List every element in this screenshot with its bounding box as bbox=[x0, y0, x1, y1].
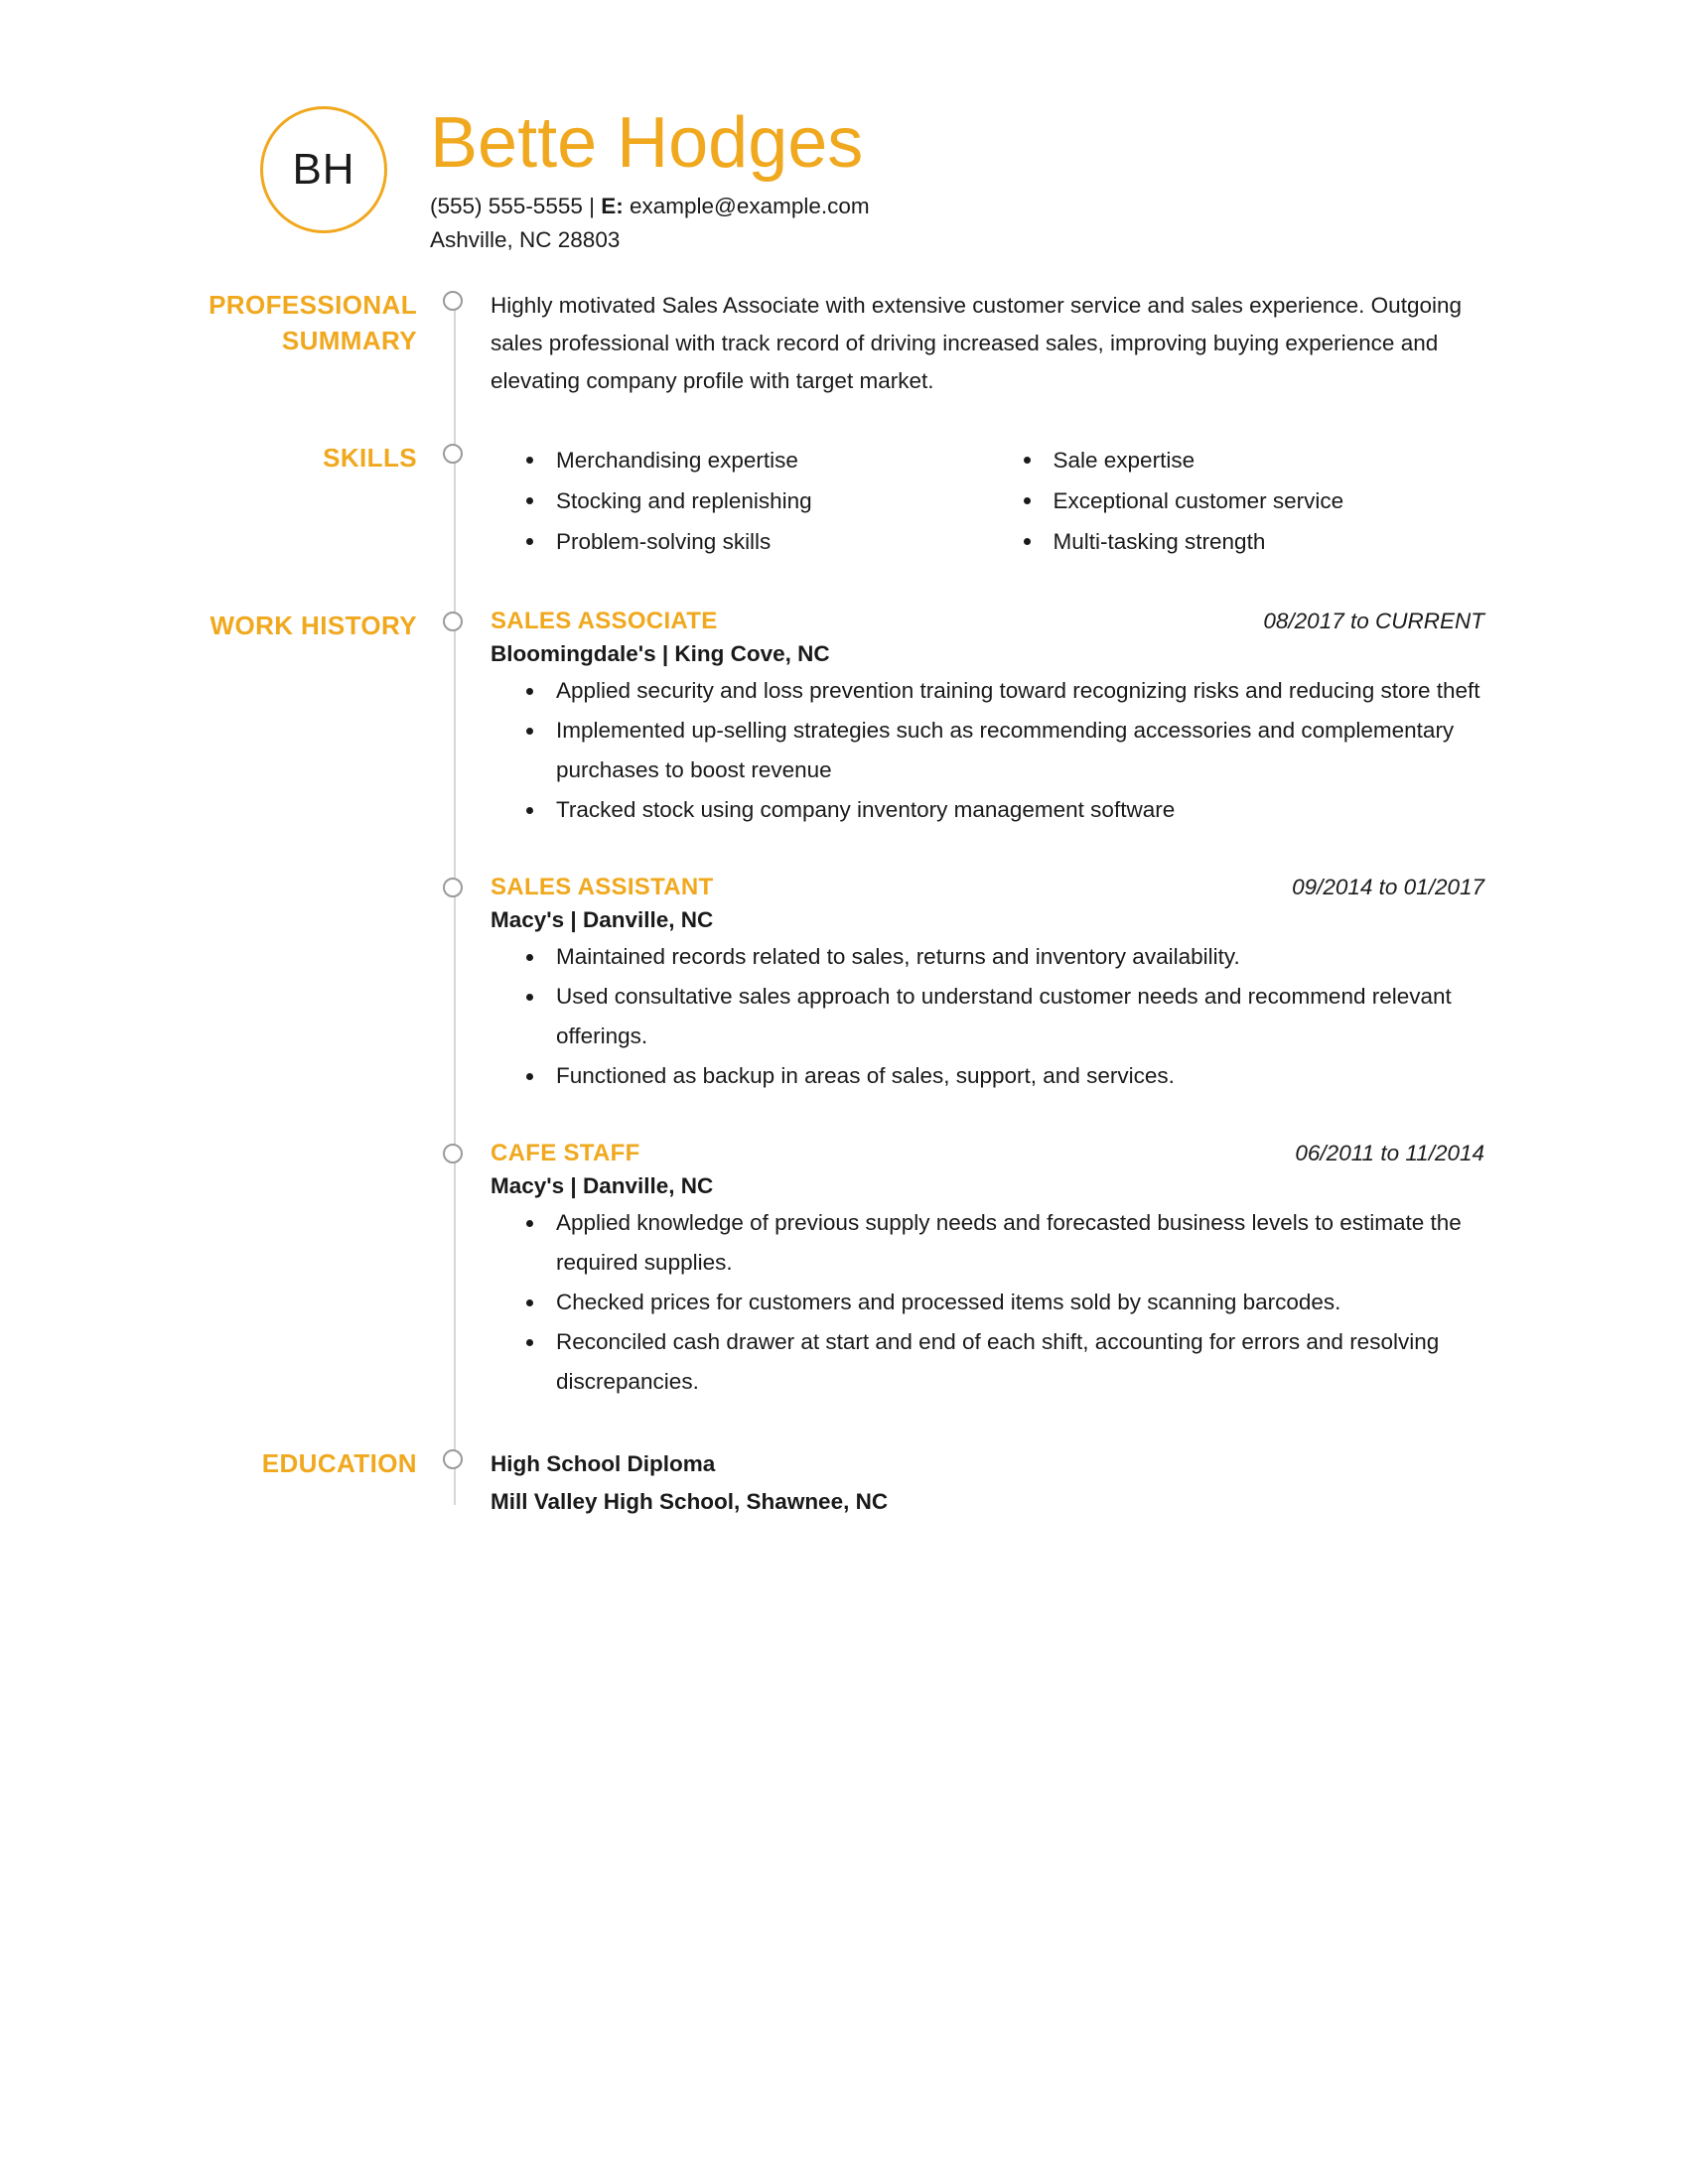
list-item: Functioned as backup in areas of sales, support, and services. bbox=[526, 1056, 1484, 1096]
job-title: SALES ASSOCIATE bbox=[491, 608, 718, 634]
job-bullets bbox=[491, 1203, 1484, 1402]
job-title: SALES ASSISTANT bbox=[491, 874, 714, 900]
list-item: Reconciled cash drawer at start and end of each shift, accounting for errors and resolving discrepancies. bbox=[526, 1322, 1484, 1402]
skills-column-right bbox=[988, 440, 1485, 562]
list-item: Multi-tasking strength bbox=[1024, 521, 1485, 562]
list-item: Tracked stock using company inventory management software bbox=[526, 790, 1484, 830]
job-dates: 08/2017 to CURRENT bbox=[1263, 609, 1484, 633]
job-dates: 06/2011 to 11/2014 bbox=[1295, 1141, 1484, 1165]
resume-header bbox=[0, 0, 1688, 257]
monogram-initials: BH bbox=[292, 145, 355, 194]
contact-email-label: E: bbox=[601, 194, 624, 218]
work-history-entry-2 bbox=[0, 874, 1688, 1096]
job-bullets bbox=[491, 937, 1484, 1096]
contact-phone: (555) 555-5555 | bbox=[430, 194, 602, 218]
section-label-summary-line1: PROFESSIONAL bbox=[209, 290, 417, 320]
job-company: Macy's | Danville, NC bbox=[491, 907, 714, 932]
section-label-summary-line2: SUMMARY bbox=[281, 326, 417, 355]
spacer bbox=[0, 1402, 1688, 1445]
section-skills bbox=[0, 440, 1688, 562]
timeline-dot-icon bbox=[443, 291, 463, 311]
timeline-dot-icon bbox=[443, 1449, 463, 1469]
contact-address: Ashville, NC 28803 bbox=[430, 227, 621, 252]
timeline-dot-icon bbox=[443, 878, 463, 897]
education-school: Mill Valley High School, Shawnee, NC bbox=[491, 1489, 889, 1514]
section-label-education: EDUCATION bbox=[261, 1448, 417, 1478]
job-bullets bbox=[491, 671, 1484, 830]
spacer bbox=[0, 562, 1688, 608]
contact-email[interactable]: example@example.com bbox=[623, 194, 870, 218]
timeline-dot-icon bbox=[443, 1144, 463, 1163]
section-label-summary bbox=[0, 287, 417, 358]
education-degree: High School Diploma bbox=[491, 1451, 716, 1476]
list-item: Implemented up-selling strategies such as recommending accessories and complementary purchases to boost revenue bbox=[526, 711, 1484, 790]
section-label-work-history: WORK HISTORY bbox=[210, 611, 417, 640]
resume-body bbox=[0, 287, 1688, 1521]
timeline-dot-icon bbox=[443, 612, 463, 631]
header-text-block bbox=[430, 94, 870, 257]
section-professional-summary bbox=[0, 287, 1688, 400]
list-item: Applied security and loss prevention training toward recognizing risks and reducing store theft bbox=[526, 671, 1484, 711]
job-title: CAFE STAFF bbox=[491, 1140, 640, 1166]
list-item: Stocking and replenishing bbox=[526, 480, 988, 521]
list-item: Merchandising expertise bbox=[526, 440, 988, 480]
job-company: Macy's | Danville, NC bbox=[491, 1173, 714, 1198]
work-history-entry-3 bbox=[0, 1140, 1688, 1402]
skills-content bbox=[491, 440, 1688, 562]
summary-content bbox=[491, 287, 1688, 400]
job-dates: 09/2014 to 01/2017 bbox=[1292, 875, 1484, 899]
monogram-badge bbox=[260, 106, 387, 233]
list-item: Applied knowledge of previous supply needs and forecasted business levels to estimate the required supplies. bbox=[526, 1203, 1484, 1283]
skills-list-left bbox=[491, 440, 988, 562]
list-item: Sale expertise bbox=[1024, 440, 1485, 480]
list-item: Exceptional customer service bbox=[1024, 480, 1485, 521]
section-label-skills: SKILLS bbox=[323, 443, 417, 473]
job-entry-2 bbox=[491, 874, 1688, 1096]
page-title: Bette Hodges bbox=[430, 103, 864, 183]
summary-text: Highly motivated Sales Associate with extensive customer service and sales experience. Outgoing sales professional with track record of driving increased sales, improving buying experience and elevating company profile with target market. bbox=[491, 293, 1462, 393]
skills-column-left bbox=[491, 440, 988, 562]
job-entry-1 bbox=[491, 608, 1688, 830]
spacer bbox=[0, 400, 1688, 440]
list-item: Checked prices for customers and processed items sold by scanning barcodes. bbox=[526, 1283, 1484, 1322]
spacer bbox=[0, 830, 1688, 874]
job-company: Bloomingdale's | King Cove, NC bbox=[491, 641, 830, 666]
contact-line-primary bbox=[430, 190, 870, 223]
education-content bbox=[491, 1445, 1688, 1521]
job-entry-3 bbox=[491, 1140, 1688, 1402]
spacer bbox=[0, 1096, 1688, 1140]
list-item: Maintained records related to sales, returns and inventory availability. bbox=[526, 937, 1484, 977]
timeline-dot-icon bbox=[443, 444, 463, 464]
list-item: Problem-solving skills bbox=[526, 521, 988, 562]
section-education bbox=[0, 1445, 1688, 1521]
skills-list-right bbox=[988, 440, 1485, 562]
list-item: Used consultative sales approach to understand customer needs and recommend relevant offerings. bbox=[526, 977, 1484, 1056]
section-work-history bbox=[0, 608, 1688, 830]
